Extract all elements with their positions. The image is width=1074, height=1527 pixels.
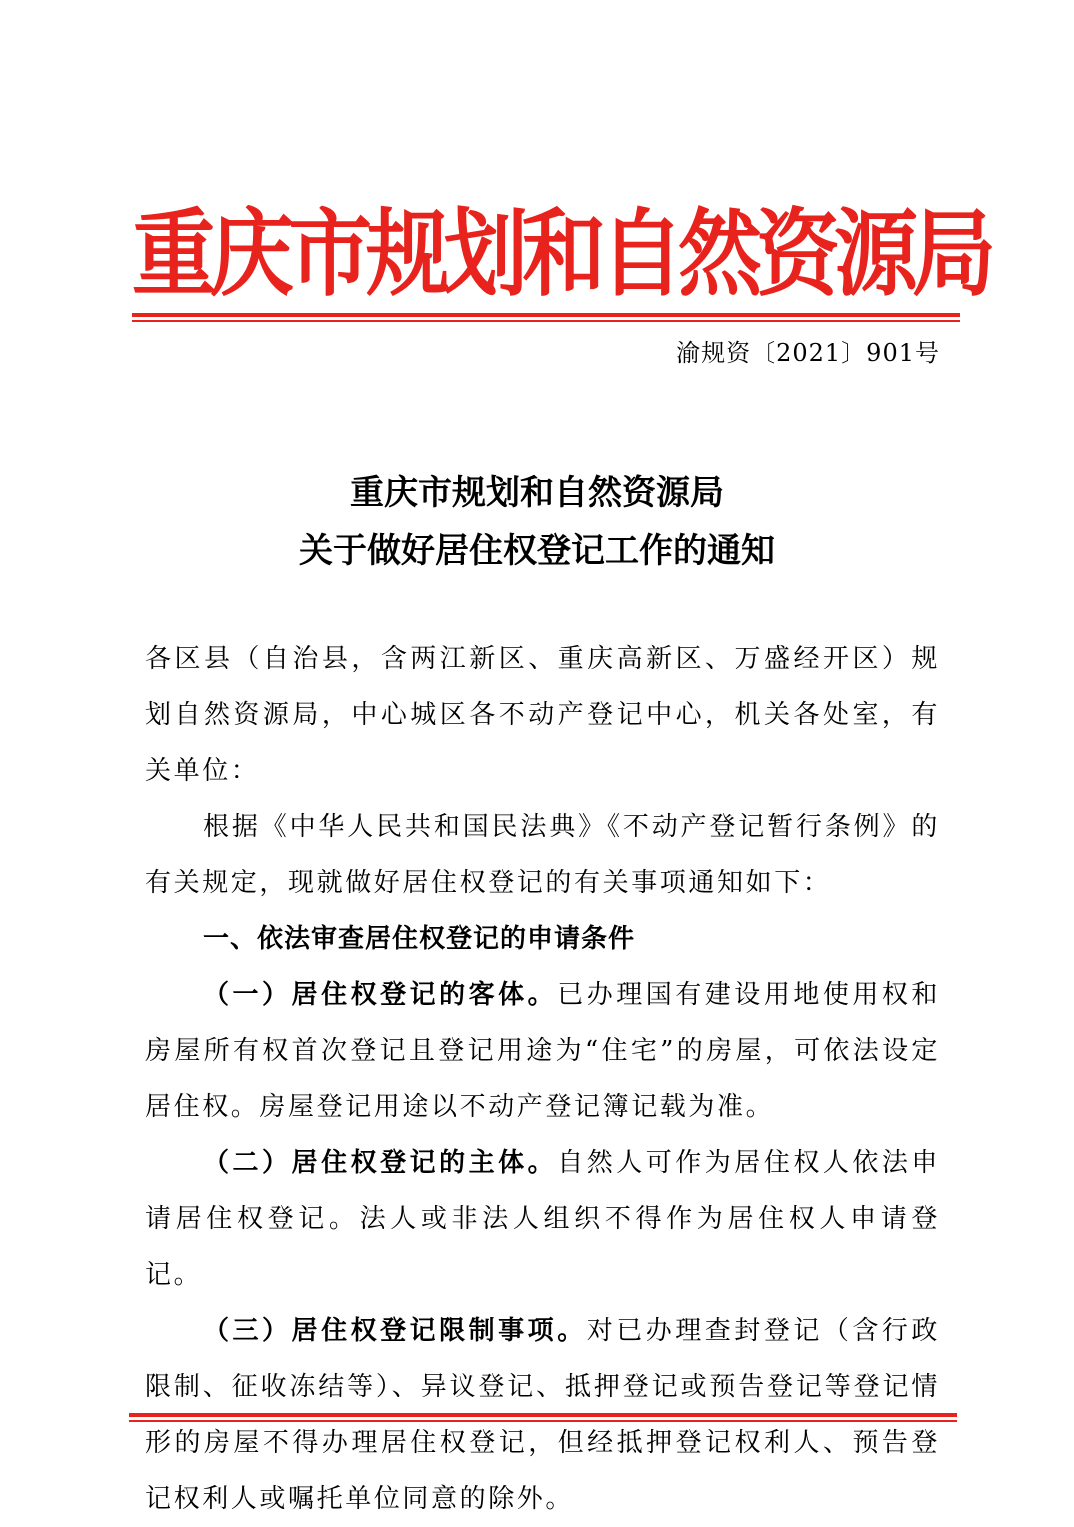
item-text: 对已办理查封登记（含行政限制、征收冻结等）、异议登记、抵押登记或预告登记等登记情形的房屋不得办理居住权登记，但经抵押登记权利人、预告登记权利人或嘱托单位同意的除外。 [145, 1316, 940, 1514]
item-paragraph [145, 1135, 940, 1303]
item-lead: （一）居住权登记的客体。 [203, 980, 558, 1010]
item-lead: （三）居住权登记限制事项。 [203, 1316, 587, 1346]
document-number: 渝规资〔2021〕901号 [676, 339, 940, 367]
footer-rule-thin [129, 1420, 957, 1422]
notice-title-line1: 重庆市规划和自然资源局 [350, 473, 724, 513]
item-paragraph [145, 967, 940, 1135]
footer-rule-thick [129, 1413, 957, 1417]
intro-paragraph: 根据《中华人民共和国民法典》《不动产登记暂行条例》的有关规定，现就做好居住权登记的有关事项通知如下： [145, 812, 940, 898]
item-lead: （二）居住权登记的主体。 [203, 1148, 558, 1178]
masthead-rule-thick [132, 313, 960, 317]
masthead-rule-thin [132, 320, 960, 322]
section-heading: 一、依法审查居住权登记的申请条件 [203, 924, 636, 954]
item-text: 自然人可作为居住权人依法申请居住权登记。法人或非法人组织不得作为居住权人申请登记。 [145, 1148, 940, 1290]
notice-title-line2: 关于做好居住权登记工作的通知 [299, 531, 775, 571]
addressee: 各区县（自治县，含两江新区、重庆高新区、万盛经开区）规划自然资源局，中心城区各不动产登记中心，机关各处室，有关单位： [145, 644, 940, 786]
masthead-title: 重庆市规划和自然资源局 [132, 199, 991, 309]
document-body [145, 631, 940, 1527]
item-text: 已办理国有建设用地使用权和房屋所有权首次登记且登记用途为“住宅”的房屋，可依法设定居住权。房屋登记用途以不动产登记簿记载为准。 [145, 980, 940, 1122]
